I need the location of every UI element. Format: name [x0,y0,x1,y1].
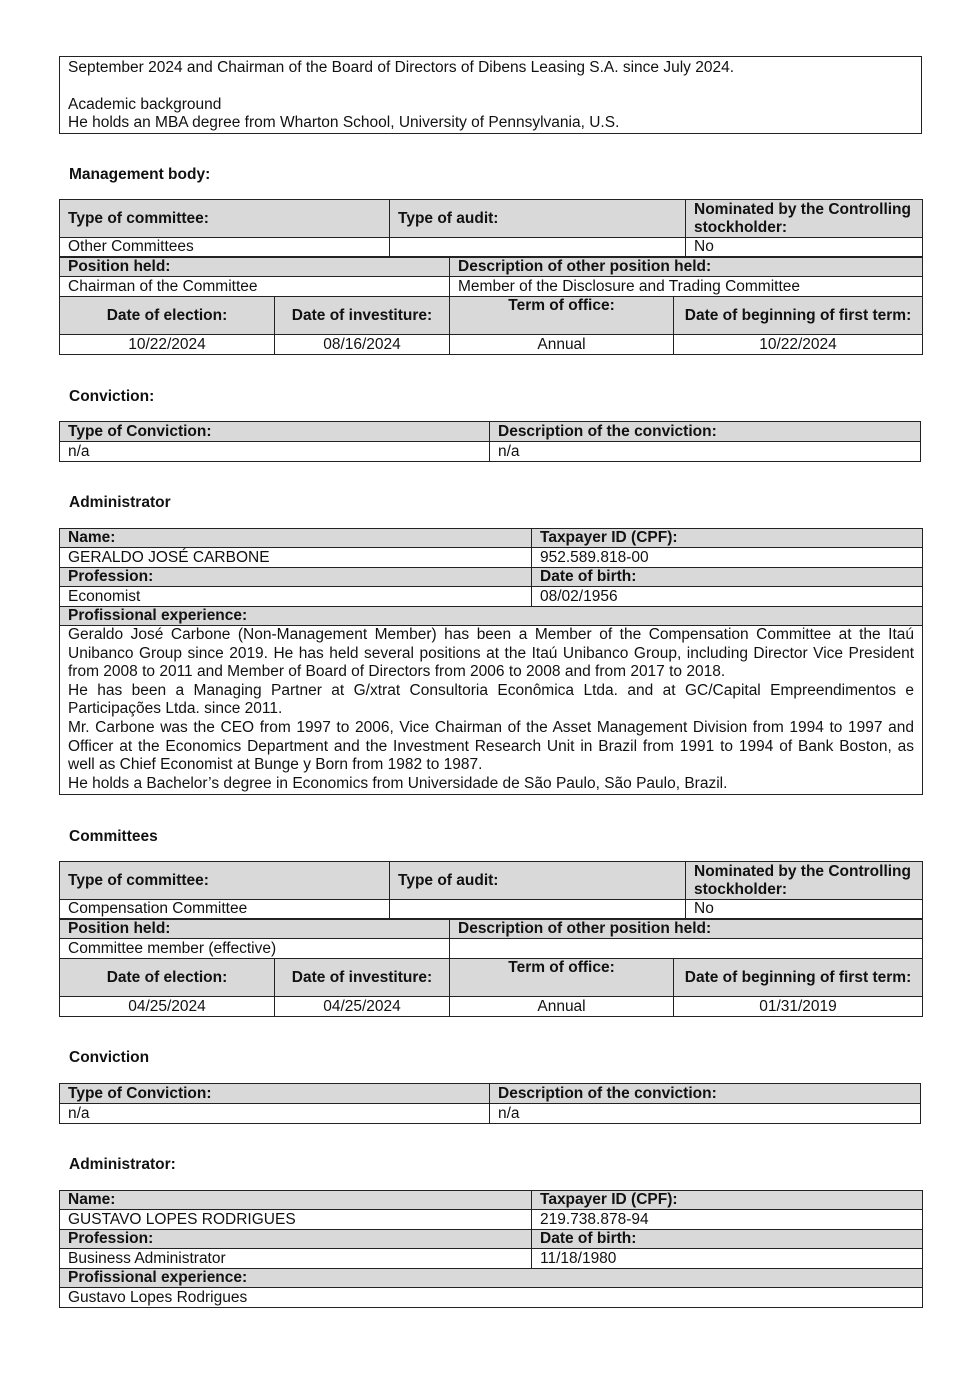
position-value: Chairman of the Committee [60,277,450,297]
academic-text: He holds an MBA degree from Wharton School, University of Pennsylvania, U.S. [68,114,620,132]
investiture-value: 04/25/2024 [275,997,450,1017]
conviction-desc-value: n/a [490,442,921,462]
date-begin-label: Date of beginning of first term: [674,297,923,335]
management-body-table-c [59,296,923,355]
name-value: GERALDO JOSÉ CARBONE [60,548,532,568]
administrator-heading: Administrator [69,494,171,511]
experience-paragraph: Geraldo José Carbone (Non-Management Member) has been a Member of the Compensation Committee at the Itaú Unibanco Group since 2019. He has held several positions at the Itaú Unibanco Group, including Director Vice President from 2008 to 2011 and Member of Board of Directors from 2006 to 2008 and from 2017 to 2018. [68,626,914,681]
cpf-label: Taxpayer ID (CPF): [532,1191,923,1210]
cpf-value: 952.589.818-00 [532,548,923,568]
dob-label: Date of birth: [532,1230,923,1249]
conviction-desc-label: Description of the conviction: [490,1084,921,1104]
committees-heading: Committees [69,828,158,845]
academic-label: Academic background [68,95,222,113]
top-box-line: September 2024 and Chairman of the Board of Directors of Dibens Leasing S.A. since July 2024. [68,59,735,76]
date-election-label: Date of election: [60,959,275,997]
investiture-value: 08/16/2024 [275,335,450,355]
dob-value: 08/02/1956 [532,587,923,607]
date-election-label: Date of election: [60,297,275,335]
conviction-heading: Conviction: [69,388,155,405]
name-label: Name: [60,529,532,548]
dob-value: 11/18/1980 [532,1249,923,1269]
dob-label: Date of birth: [532,568,923,587]
experience-paragraph: He has been a Managing Partner at G/xtrat Consultoria Econômica Ltda. and at GC/Capital Empreendimentos e Participações Ltda. since 2011. [68,681,914,718]
conviction-table [59,421,921,462]
position-held-label: Position held: [60,920,450,939]
conviction-table [59,1083,921,1124]
term-office-label: Term of office: [450,959,674,997]
cpf-label: Taxpayer ID (CPF): [532,529,923,548]
election-value: 04/25/2024 [60,997,275,1017]
conviction-desc-value: n/a [490,1104,921,1124]
term-office-label: Term of office: [450,297,674,335]
other-position-value: Member of the Disclosure and Trading Committee [450,277,923,297]
conviction-type-label: Type of Conviction: [60,1084,490,1104]
committees-table-b [59,919,923,959]
conviction-type-label: Type of Conviction: [60,422,490,442]
name-label: Name: [60,1191,532,1210]
date-investiture-label: Date of investiture: [275,959,450,997]
nominated-label: Nominated by the Controlling stockholder: [686,200,923,238]
first-term-value: 10/22/2024 [674,335,923,355]
top-continuation-box [59,56,922,134]
top-box-cell [60,57,922,134]
conviction-type-value: n/a [60,442,490,462]
date-begin-label: Date of beginning of first term: [674,959,923,997]
management-body-table-b [59,257,923,297]
cpf-value: 219.738.878-94 [532,1210,923,1230]
management-body-heading: Management body: [69,166,211,183]
administrator-heading: Administrator: [69,1156,176,1173]
nominated-label: Nominated by the Controlling stockholder: [686,862,923,900]
first-term-value: 01/31/2019 [674,997,923,1017]
name-value: GUSTAVO LOPES RODRIGUES [60,1210,532,1230]
other-position-value [450,939,923,959]
profession-value: Economist [60,587,532,607]
committee-value: Other Committees [60,238,390,257]
position-held-label: Position held: [60,258,450,277]
experience-label: Profissional experience: [60,1269,923,1288]
conviction-type-value: n/a [60,1104,490,1124]
type-of-audit-label: Type of audit: [390,862,686,900]
audit-value [390,900,686,919]
conviction-heading: Conviction [69,1049,150,1066]
election-value: 10/22/2024 [60,335,275,355]
conviction-desc-label: Description of the conviction: [490,422,921,442]
term-value: Annual [450,997,674,1017]
profession-label: Profession: [60,1230,532,1249]
term-value: Annual [450,335,674,355]
experience-text: Gustavo Lopes Rodrigues [60,1288,923,1308]
audit-value [390,238,686,257]
experience-cell [60,626,923,795]
description-other-label: Description of other position held: [450,258,923,277]
management-body-table-a [59,199,923,257]
type-of-committee-label: Type of committee: [60,200,390,238]
committees-table-c [59,958,923,1017]
nominated-value: No [686,238,923,257]
profession-value: Business Administrator [60,1249,532,1269]
profession-label: Profession: [60,568,532,587]
experience-paragraph: He holds a Bachelor’s degree in Economics from Universidade de São Paulo, São Paulo, Brazil. [68,774,728,792]
administrator-table [59,528,923,795]
type-of-audit-label: Type of audit: [390,200,686,238]
type-of-committee-label: Type of committee: [60,862,390,900]
experience-label: Profissional experience: [60,607,923,626]
experience-paragraph: Mr. Carbone was the CEO from 1997 to 2006, Vice Chairman of the Asset Management Division from 1994 to 1997 and Officer at the Economics Department and the Investment Research Unit in Brazil from 1991 to 1994 of Bank Boston, as well as Chief Economist at Bunge y Born from 1982 to 1987. [68,718,914,774]
administrator-table [59,1190,923,1308]
committees-table-a [59,861,923,919]
nominated-value: No [686,900,923,919]
position-value: Committee member (effective) [60,939,450,959]
date-investiture-label: Date of investiture: [275,297,450,335]
description-other-label: Description of other position held: [450,920,923,939]
committee-value: Compensation Committee [60,900,390,919]
